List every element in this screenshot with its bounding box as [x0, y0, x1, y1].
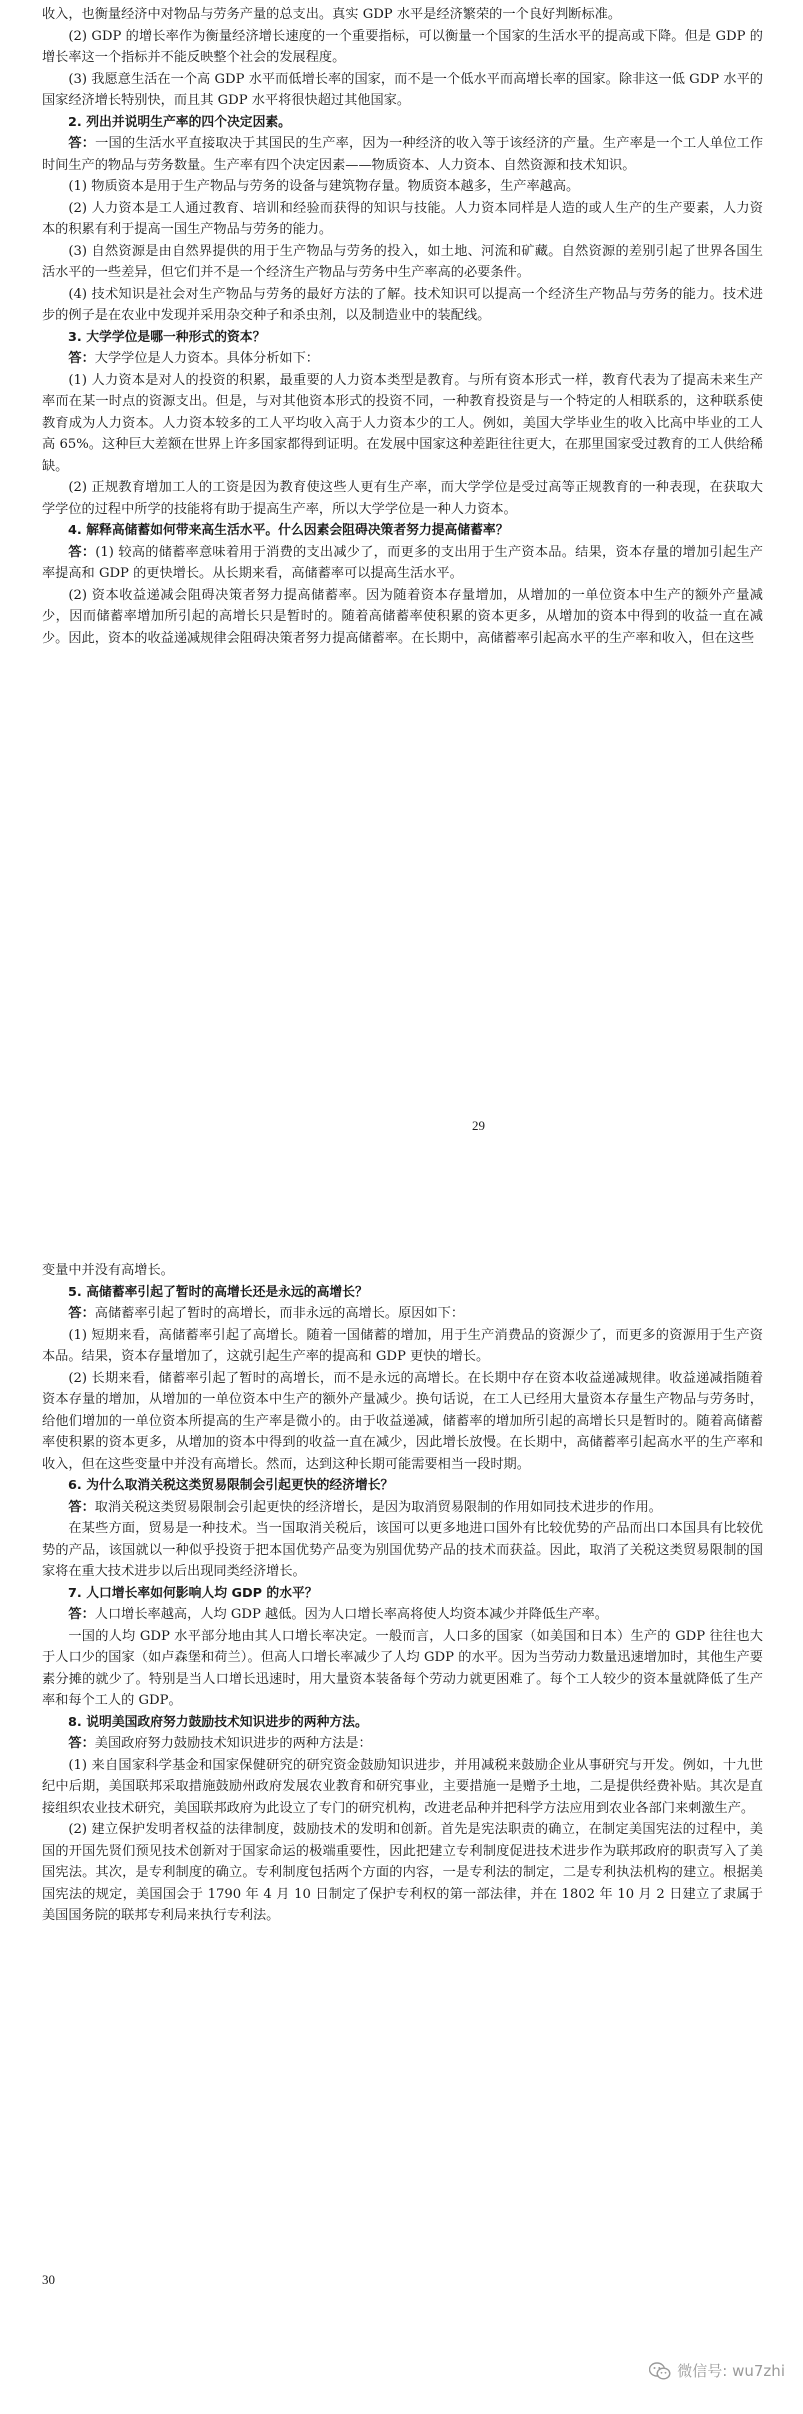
answer-text: (1) 较高的储蓄率意味着用于消费的支出减少了，而更多的支出用于生产资本品。结果，资本存量的增加引起生产率提高和 GDP 的更快增长。从长期来看，高储蓄率可以提高生活水平。	[42, 544, 763, 581]
page-29	[0, 4, 803, 1174]
body-paragraph: 收入，也衡量经济中对物品与劳务产量的总支出。真实 GDP 水平是经济繁荣的一个良好判断标准。	[42, 7, 622, 22]
answer-paragraph	[42, 542, 763, 585]
body-paragraph: (2) GDP 的增长率作为衡量经济增长速度的一个重要指标，可以衡量一个国家的生活水平的提高或下降。但是 GDP 的增长率这一个指标并不能反映整个社会的发展程度。	[42, 28, 763, 65]
answer-text: 大学学位是人力资本。具体分析如下：	[94, 351, 319, 366]
answer-text: 一国的生活水平直接取决于其国民的生产率，因为一种经济的收入等于该经济的产量。生产率是一个工人单位工作时间生产的物品与劳务数量。生产率有四个决定因素——物质资本、人力资本、自然资源和技术知识。	[42, 136, 764, 173]
body-paragraph: (3) 自然资源是由自然界提供的用于生产物品与劳务的投入，如土地、河流和矿藏。自然资源的差别引起了世界各国生活水平的一些差异，但它们并不是一个经济生产物品与劳务中生产率高的必要条件。	[42, 243, 763, 280]
question-heading: 8. 说明美国政府努力鼓励技术知识进步的两种方法。	[68, 1714, 368, 1730]
body-paragraph: 一国的人均 GDP 水平部分地由其人口增长率决定。一般而言，人口多的国家（如美国和日本）生产的 GDP 往往也大于人口少的国家（如卢森堡和荷兰）。但高人口增长率减少了人均 GDP 的水平。因为当劳动力数量迅速增加时，其他生产要素分摊的就少了。特别是当人口增长迅速时，用大量资本装备每个劳动力就更困难了。每个工人较少的资本量就降低了生产率和每个工人的 GDP。	[42, 1628, 763, 1708]
body-paragraph: 变量中并没有高增长。	[42, 1263, 174, 1278]
answer-label: 答：	[68, 136, 96, 151]
question-heading: 6. 为什么取消关税这类贸易限制会引起更快的经济增长？	[68, 1478, 394, 1493]
answer-text: 取消关税这类贸易限制会引起更快的经济增长，是因为取消贸易限制的作用如同技术进步的作用。	[94, 1499, 662, 1515]
answer-paragraph	[42, 1733, 763, 1755]
body-paragraph: (1) 人力资本是对人的投资的积累，最重要的人力资本类型是教育。与所有资本形式一样，教育代表为了提高未来生产率而在某一时点的资源支出。但是，与对其他资本形式的投资不同，一种教育投资是与一个特定的人相联系的，这种联系使教育成为人力资本。人力资本较多的工人平均收入高于人力资本少的工人。例如，美国大学毕业生的收入比高中毕业的工人高 65%。这种巨大差额在世界上许多国家都得到证明。在发展中国家这种差距往往更大，在那里国家受过教育的工人供给稀缺。	[42, 372, 763, 474]
answer-paragraph	[42, 1604, 763, 1626]
body-paragraph: (1) 短期来看，高储蓄率引起了高增长。随着一国储蓄的增加，用于生产消费品的资源少了，而更多的资源用于生产资本品。结果，资本存量增加了，这就引起生产率的提高和 GDP 更快的增长。	[42, 1327, 763, 1364]
answer-paragraph	[42, 1497, 763, 1519]
answer-paragraph	[42, 348, 763, 370]
body-paragraph: (2) 人力资本是工人通过教育、培训和经验而获得的知识与技能。人力资本同样是人造的或人生产的生产要素，人力资本的积累有利于提高一国生产物品与劳务的能力。	[42, 200, 763, 237]
question-heading: 3. 大学学位是哪一种形式的资本？	[68, 329, 266, 345]
answer-label: 答：	[68, 1306, 95, 1321]
question-heading: 5. 高储蓄率引起了暂时的高增长还是永远的高增长？	[68, 1284, 368, 1300]
question-heading: 7. 人口增长率如何影响人均 GDP 的水平？	[68, 1585, 318, 1601]
page-number-30: 30	[42, 2272, 55, 2287]
body-paragraph: (2) 建立保护发明者权益的法律制度，鼓励技术的发明和创新。首先是宪法职责的确立，在制定美国宪法的过程中，美国的开国先贤们预见技术创新对于国家命运的极端重要性，因此把建立专利制度促进技术进步作为联邦政府的职责写入了美国宪法。其次，是专利制度的确立。专利制度包括两个方面的内容，一是专利法的制定，二是专利执法机构的建立。根据美国宪法的规定，美国国会于 1790 年 4 月 10 日制定了保护专利权的第一部法律，并在 1802 年 10 月 2 日建立了隶属于美国国务院的联邦专利局来执行专利法。	[42, 1822, 763, 1923]
answer-label: 答：	[68, 1736, 95, 1751]
wechat-watermark	[649, 2360, 785, 2381]
answer-label: 答：	[68, 544, 96, 560]
page-30	[0, 1260, 803, 2410]
page-number-29: 29	[472, 1118, 485, 1133]
body-paragraph: (1) 物质资本是用于生产物品与劳务的设备与建筑物存量。物质资本越多，生产率越高。	[68, 179, 580, 194]
answer-text: 高储蓄率引起了暂时的高增长，而非永远的高增长。原因如下：	[94, 1306, 465, 1321]
answer-text: 美国政府努力鼓励技术知识进步的两种方法是：	[94, 1736, 372, 1751]
body-paragraph: 在某些方面，贸易是一种技术。当一国取消关税后，该国可以更多地进口国外有比较优势的产品而出口本国具有比较优势的产品，该国就以一种似乎投资于把本国优势产品变为别国优势产品的技术而获益。因此，取消了关税这类贸易限制的国家将在重大技术进步以后出现同类经济增长。	[42, 1521, 763, 1579]
body-paragraph: (2) 正规教育增加工人的工资是因为教育使这些人更有生产率，而大学学位是受过高等正规教育的一种表现，在获取大学学位的过程中所学的技能将有助于提高生产率，所以大学学位是一种人力资本。	[42, 480, 763, 517]
body-paragraph: (3) 我愿意生活在一个高 GDP 水平而低增长率的国家，而不是一个低水平而高增长率的国家。除非这一低 GDP 水平的国家经济增长特别快，而且其 GDP 水平将很快超过其他国家。	[42, 71, 763, 108]
body-paragraph: (2) 资本收益递减会阻碍决策者努力提高储蓄率。因为随着资本存量增加，从增加的一单位资本中生产的额外产量减少，因而储蓄率增加所引起的高增长只是暂时的。随着高储蓄率使积累的资本更多，从增加的资本中得到的收益一直在减少。因此，资本的收益递减规律会阻碍决策者努力提高储蓄率。在长期中，高储蓄率引起高水平的生产率和收入，但在这些	[42, 587, 763, 646]
question-heading: 4. 解释高储蓄如何带来高生活水平。什么因素会阻碍决策者努力提高储蓄率？	[68, 523, 509, 538]
wechat-icon	[649, 2362, 671, 2380]
body-paragraph: (4) 技术知识是社会对生产物品与劳务的最好方法的了解。技术知识可以提高一个经济生产物品与劳务的能力。技术进步的例子是在农业中发现并采用杂交种子和杀虫剂，以及制造业中的装配线。	[42, 286, 763, 323]
answer-label: 答：	[68, 1499, 95, 1515]
answer-text: 人口增长率越高，人均 GDP 越低。因为人口增长率高将使人均资本减少并降低生产率。	[94, 1607, 608, 1622]
answer-paragraph	[42, 1303, 763, 1325]
body-paragraph: (2) 长期来看，储蓄率引起了暂时的高增长，而不是永远的高增长。在长期中存在资本收益递减规律。收益递减指随着资本存量的增加，从增加的一单位资本中生产的额外产量减少。换句话说，在工人已经用大量资本存量生产物品与劳务时，给他们增加的一单位资本所提高的生产率是微小的。由于收益递减，储蓄率的增加所引起的高增长只是暂时的。随着高储蓄率使积累的资本更多，从增加的资本中得到的收益一直在减少，因此增长放慢。在长期中，高储蓄率引起高水平的生产率和收入，但在这些变量中并没有高增长。然而，达到这种长期可能需要相当一段时期。	[42, 1370, 763, 1472]
answer-label: 答：	[68, 1607, 95, 1622]
body-paragraph: (1) 来自国家科学基金和国家保健研究的研究资金鼓励知识进步，并用减税来鼓励企业从事研究与开发。例如，十九世纪中后期，美国联邦采取措施鼓励州政府发展农业教育和研究事业，主要措施一是赠予土地，二是提供经费补贴。其次是直接组织农业技术研究，美国联邦政府为此设立了专门的研究机构，改进老品种并把科学方法应用到农业各部门来刺激生产。	[42, 1757, 763, 1816]
answer-label: 答：	[68, 351, 95, 366]
question-heading: 2. 列出并说明生产率的四个决定因素。	[68, 114, 291, 130]
answer-paragraph	[42, 133, 763, 176]
watermark-text: 微信号: wu7zhi	[677, 2362, 785, 2380]
